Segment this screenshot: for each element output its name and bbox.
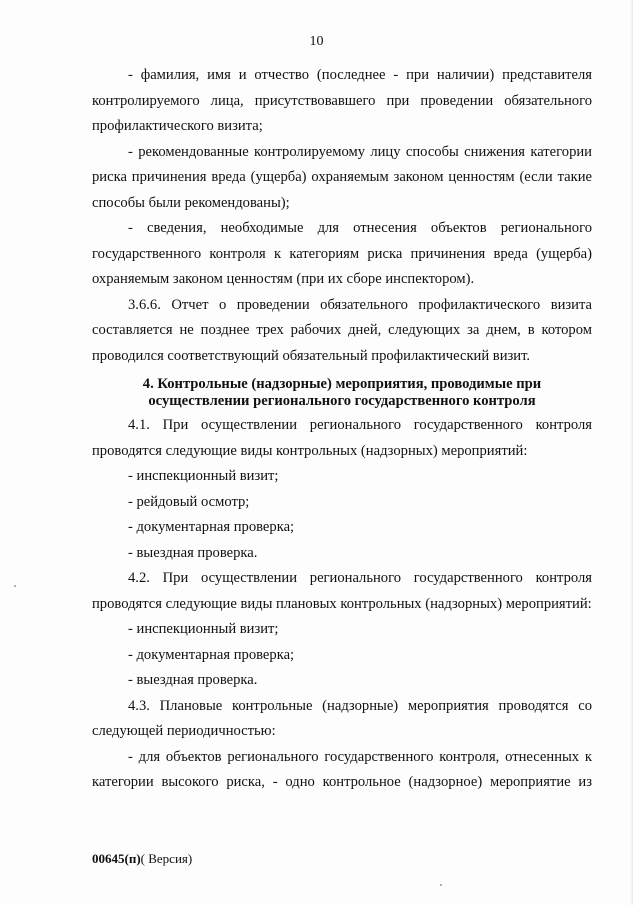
paragraph-4-1: 4.1. При осуществлении регионального государственного контроля проводятся следующие виды контрольных (надзорных) мероприятий: bbox=[92, 417, 592, 459]
list-item: - документарная проверка; bbox=[128, 646, 295, 663]
list-item: - документарная проверка; bbox=[128, 519, 295, 535]
paragraph-4-2: 4.2. При осуществлении регионального государственного контроля проводятся следующие виды плановых контрольных (надзорных) мероприятий: bbox=[92, 570, 592, 612]
scan-speck bbox=[440, 884, 442, 886]
page-number: 10 bbox=[309, 34, 324, 49]
list-item: - выездная проверка. bbox=[128, 544, 258, 561]
paragraph-recommended-methods: - рекомендованные контролируемому лицу способы снижения категории риска причинения вреда (ущерба) охраняемым законом ценностям (если такие способы были рекомендованы); bbox=[92, 143, 592, 211]
list-item: - инспекционный визит; bbox=[128, 468, 279, 484]
paragraph-representative-name: - фамилия, имя и отчество (последнее - при наличии) представителя контролируемого лица, присутствовавшего при проведении обязательного профилактического визита; bbox=[92, 67, 592, 134]
document-body bbox=[92, 63, 592, 796]
list-item: - рейдовый осмотр; bbox=[128, 493, 250, 510]
paragraph-4-3-high-risk: - для объектов регионального государственного контроля, отнесенных к категории высокого риска, - одно контрольное (надзорное) мероприятие из bbox=[92, 748, 592, 790]
document-footer bbox=[92, 851, 192, 867]
paragraph-risk-info: - сведения, необходимые для отнесения объектов регионального государственного контроля к категориям риска причинения вреда (ущерба) охраняемым законом ценностям (при их сборе инспектором). bbox=[92, 220, 592, 287]
list-item: - инспекционный визит; bbox=[128, 621, 279, 637]
list-item: - выездная проверка. bbox=[128, 672, 258, 688]
paragraph-4-3: 4.3. Плановые контрольные (надзорные) мероприятия проводятся со следующей периодичностью: bbox=[92, 697, 592, 739]
document-code: 00645(п) bbox=[92, 851, 141, 866]
scan-speck bbox=[14, 585, 16, 587]
document-version: ( Версия) bbox=[140, 851, 193, 866]
section-heading-4: 4. Контрольные (надзорные) мероприятия, проводимые при осуществлении регионального государственного контроля bbox=[142, 376, 542, 409]
paragraph-3-6-6: 3.6.6. Отчет о проведении обязательного профилактического визита составляется не позднее трех рабочих дней, следующих за днем, в котором проводился соответствующий обязательный профилактический визит. bbox=[92, 296, 592, 364]
